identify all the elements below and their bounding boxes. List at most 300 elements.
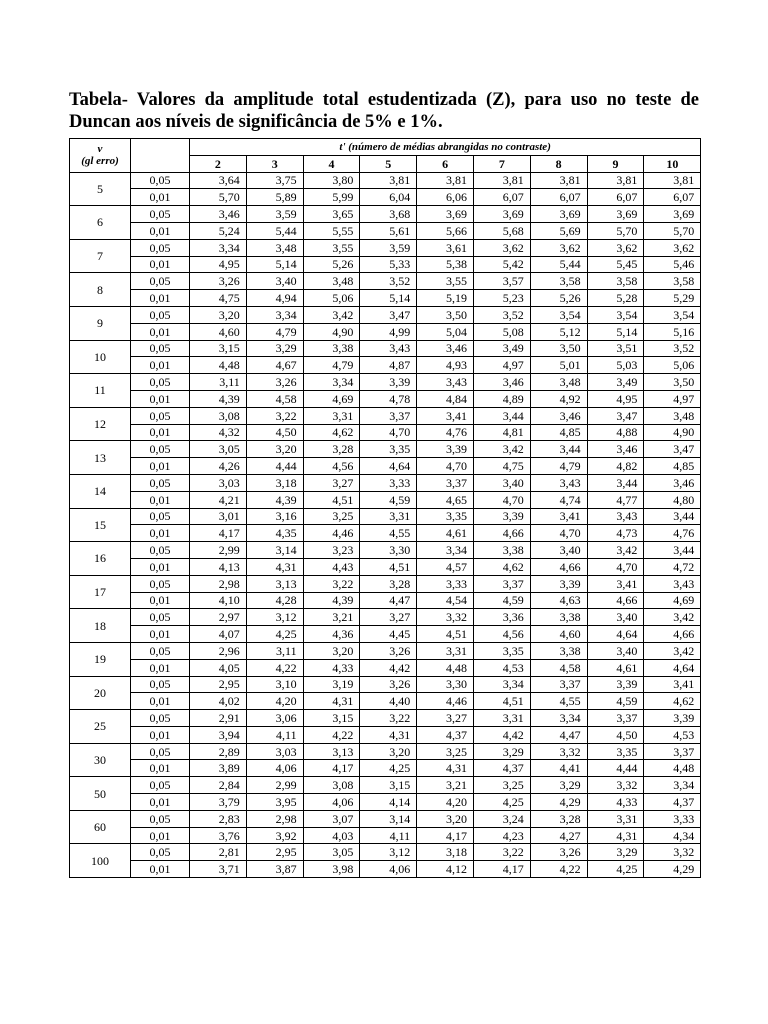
table-row [70, 340, 701, 357]
value-cell: 3,40 [530, 542, 587, 559]
significance-cell: 0,05 [131, 239, 190, 256]
value-cell: 3,62 [587, 239, 644, 256]
table-row [70, 575, 701, 592]
value-cell: 4,94 [246, 290, 303, 307]
value-cell: 4,11 [360, 827, 417, 844]
value-cell: 4,32 [190, 424, 247, 441]
value-cell: 5,26 [530, 290, 587, 307]
value-cell: 6,04 [360, 189, 417, 206]
value-cell: 4,44 [587, 760, 644, 777]
table-row [70, 760, 701, 777]
value-cell: 4,31 [246, 558, 303, 575]
value-cell: 4,39 [190, 390, 247, 407]
significance-cell: 0,01 [131, 357, 190, 374]
value-cell: 5,14 [360, 290, 417, 307]
value-cell: 4,31 [360, 726, 417, 743]
value-cell: 3,28 [530, 810, 587, 827]
value-cell: 3,35 [360, 441, 417, 458]
value-cell: 4,78 [360, 390, 417, 407]
value-cell: 4,70 [417, 458, 474, 475]
df-cell: 17 [70, 575, 131, 609]
value-cell: 4,63 [530, 592, 587, 609]
significance-cell: 0,05 [131, 474, 190, 491]
duncan-table [69, 138, 701, 878]
table-row [70, 390, 701, 407]
value-cell: 4,64 [587, 626, 644, 643]
value-cell: 4,84 [417, 390, 474, 407]
value-cell: 4,22 [246, 659, 303, 676]
df-cell: 8 [70, 273, 131, 307]
value-cell: 3,94 [190, 726, 247, 743]
value-cell: 4,25 [360, 760, 417, 777]
value-cell: 3,34 [417, 542, 474, 559]
df-cell: 14 [70, 474, 131, 508]
value-cell: 3,32 [587, 777, 644, 794]
value-cell: 3,19 [303, 676, 360, 693]
value-cell: 3,31 [473, 710, 530, 727]
significance-cell: 0,01 [131, 760, 190, 777]
value-cell: 3,43 [644, 575, 701, 592]
value-cell: 5,42 [473, 256, 530, 273]
value-cell: 4,87 [360, 357, 417, 374]
value-cell: 5,23 [473, 290, 530, 307]
value-cell: 3,59 [246, 206, 303, 223]
value-cell: 4,70 [360, 424, 417, 441]
significance-cell: 0,01 [131, 726, 190, 743]
table-row [70, 474, 701, 491]
column-header: 10 [644, 155, 701, 172]
table-row [70, 508, 701, 525]
value-cell: 4,48 [417, 659, 474, 676]
significance-cell: 0,05 [131, 172, 190, 189]
value-cell: 3,42 [587, 542, 644, 559]
value-cell: 4,72 [644, 558, 701, 575]
value-cell: 3,14 [360, 810, 417, 827]
value-cell: 4,14 [360, 794, 417, 811]
column-header: 9 [587, 155, 644, 172]
df-cell: 6 [70, 206, 131, 240]
df-cell: 30 [70, 743, 131, 777]
value-cell: 3,49 [587, 374, 644, 391]
value-cell: 4,80 [644, 491, 701, 508]
value-cell: 4,17 [473, 861, 530, 878]
value-cell: 4,75 [190, 290, 247, 307]
value-cell: 3,25 [417, 743, 474, 760]
column-header: 5 [360, 155, 417, 172]
value-cell: 4,95 [190, 256, 247, 273]
table-row [70, 542, 701, 559]
value-cell: 4,59 [473, 592, 530, 609]
significance-cell: 0,01 [131, 861, 190, 878]
value-cell: 3,13 [303, 743, 360, 760]
value-cell: 3,64 [190, 172, 247, 189]
value-cell: 2,95 [246, 844, 303, 861]
value-cell: 2,97 [190, 609, 247, 626]
value-cell: 3,35 [417, 508, 474, 525]
table-row [70, 827, 701, 844]
table-row [70, 407, 701, 424]
value-cell: 3,39 [473, 508, 530, 525]
value-cell: 4,37 [473, 760, 530, 777]
value-cell: 2,84 [190, 777, 247, 794]
value-cell: 3,69 [473, 206, 530, 223]
value-cell: 3,39 [360, 374, 417, 391]
significance-cell: 0,05 [131, 374, 190, 391]
value-cell: 3,22 [246, 407, 303, 424]
value-cell: 3,80 [303, 172, 360, 189]
t-header: t' (número de médias abrangidas no contraste) [190, 139, 701, 156]
value-cell: 4,53 [473, 659, 530, 676]
value-cell: 3,34 [644, 777, 701, 794]
value-cell: 3,39 [417, 441, 474, 458]
value-cell: 3,47 [587, 407, 644, 424]
value-cell: 4,17 [190, 525, 247, 542]
value-cell: 4,11 [246, 726, 303, 743]
value-cell: 3,32 [417, 609, 474, 626]
table-row [70, 844, 701, 861]
value-cell: 2,91 [190, 710, 247, 727]
value-cell: 3,50 [644, 374, 701, 391]
significance-cell: 0,01 [131, 222, 190, 239]
value-cell: 4,69 [644, 592, 701, 609]
value-cell: 5,66 [417, 222, 474, 239]
value-cell: 3,43 [360, 340, 417, 357]
value-cell: 5,69 [530, 222, 587, 239]
value-cell: 3,42 [644, 642, 701, 659]
value-cell: 5,70 [644, 222, 701, 239]
value-cell: 3,40 [587, 609, 644, 626]
value-cell: 4,59 [587, 693, 644, 710]
value-cell: 5,38 [417, 256, 474, 273]
significance-cell: 0,05 [131, 441, 190, 458]
significance-cell: 0,01 [131, 626, 190, 643]
significance-cell: 0,05 [131, 777, 190, 794]
value-cell: 4,25 [246, 626, 303, 643]
value-cell: 3,37 [530, 676, 587, 693]
table-row [70, 222, 701, 239]
value-cell: 3,51 [587, 340, 644, 357]
value-cell: 4,58 [246, 390, 303, 407]
value-cell: 3,38 [303, 340, 360, 357]
table-row [70, 323, 701, 340]
value-cell: 5,01 [530, 357, 587, 374]
value-cell: 4,50 [587, 726, 644, 743]
value-cell: 3,55 [417, 273, 474, 290]
value-cell: 3,95 [246, 794, 303, 811]
table-row [70, 256, 701, 273]
value-cell: 4,43 [303, 558, 360, 575]
v-header [70, 139, 131, 173]
value-cell: 4,92 [530, 390, 587, 407]
value-cell: 2,99 [246, 777, 303, 794]
value-cell: 3,29 [473, 743, 530, 760]
value-cell: 3,40 [246, 273, 303, 290]
value-cell: 3,35 [473, 642, 530, 659]
value-cell: 4,95 [587, 390, 644, 407]
significance-cell: 0,01 [131, 558, 190, 575]
table-row [70, 290, 701, 307]
value-cell: 5,70 [190, 189, 247, 206]
significance-cell: 0,01 [131, 525, 190, 542]
value-cell: 4,25 [587, 861, 644, 878]
df-cell: 5 [70, 172, 131, 206]
table-row [70, 642, 701, 659]
significance-cell: 0,05 [131, 306, 190, 323]
value-cell: 5,29 [644, 290, 701, 307]
value-cell: 3,15 [303, 710, 360, 727]
value-cell: 3,89 [190, 760, 247, 777]
value-cell: 3,81 [360, 172, 417, 189]
value-cell: 4,39 [246, 491, 303, 508]
value-cell: 3,26 [246, 374, 303, 391]
table-row [70, 525, 701, 542]
significance-cell: 0,01 [131, 256, 190, 273]
value-cell: 4,36 [303, 626, 360, 643]
value-cell: 3,40 [587, 642, 644, 659]
df-cell: 60 [70, 810, 131, 844]
value-cell: 4,51 [303, 491, 360, 508]
value-cell: 3,52 [360, 273, 417, 290]
value-cell: 5,12 [530, 323, 587, 340]
value-cell: 5,68 [473, 222, 530, 239]
value-cell: 3,55 [303, 239, 360, 256]
value-cell: 3,34 [246, 306, 303, 323]
value-cell: 4,40 [360, 693, 417, 710]
df-cell: 50 [70, 777, 131, 811]
value-cell: 3,75 [246, 172, 303, 189]
value-cell: 3,47 [644, 441, 701, 458]
value-cell: 4,66 [587, 592, 644, 609]
value-cell: 3,41 [417, 407, 474, 424]
value-cell: 4,07 [190, 626, 247, 643]
value-cell: 2,99 [190, 542, 247, 559]
value-cell: 3,31 [417, 642, 474, 659]
table-row [70, 441, 701, 458]
table-row [70, 626, 701, 643]
value-cell: 2,83 [190, 810, 247, 827]
table-row [70, 676, 701, 693]
value-cell: 3,48 [644, 407, 701, 424]
value-cell: 3,52 [473, 306, 530, 323]
value-cell: 4,67 [246, 357, 303, 374]
value-cell: 4,13 [190, 558, 247, 575]
value-cell: 4,21 [190, 491, 247, 508]
value-cell: 3,20 [190, 306, 247, 323]
value-cell: 3,29 [587, 844, 644, 861]
value-cell: 3,92 [246, 827, 303, 844]
table-row [70, 794, 701, 811]
value-cell: 3,37 [587, 710, 644, 727]
value-cell: 2,95 [190, 676, 247, 693]
value-cell: 4,17 [303, 760, 360, 777]
value-cell: 3,69 [530, 206, 587, 223]
significance-cell: 0,05 [131, 609, 190, 626]
value-cell: 2,98 [190, 575, 247, 592]
value-cell: 3,46 [587, 441, 644, 458]
column-header: 3 [246, 155, 303, 172]
significance-cell: 0,01 [131, 390, 190, 407]
significance-cell: 0,01 [131, 458, 190, 475]
value-cell: 4,51 [473, 693, 530, 710]
value-cell: 3,27 [303, 474, 360, 491]
value-cell: 3,26 [360, 642, 417, 659]
value-cell: 3,26 [190, 273, 247, 290]
value-cell: 3,30 [417, 676, 474, 693]
value-cell: 3,43 [587, 508, 644, 525]
value-cell: 3,44 [473, 407, 530, 424]
table-row [70, 357, 701, 374]
value-cell: 5,44 [530, 256, 587, 273]
value-cell: 5,03 [587, 357, 644, 374]
value-cell: 3,20 [360, 743, 417, 760]
value-cell: 5,28 [587, 290, 644, 307]
df-cell: 13 [70, 441, 131, 475]
value-cell: 3,06 [246, 710, 303, 727]
value-cell: 6,07 [473, 189, 530, 206]
value-cell: 3,10 [246, 676, 303, 693]
significance-cell: 0,05 [131, 642, 190, 659]
value-cell: 3,46 [190, 206, 247, 223]
value-cell: 3,38 [473, 542, 530, 559]
table-row [70, 659, 701, 676]
value-cell: 3,34 [190, 239, 247, 256]
value-cell: 4,97 [473, 357, 530, 374]
value-cell: 5,19 [417, 290, 474, 307]
significance-cell: 0,05 [131, 273, 190, 290]
value-cell: 3,31 [587, 810, 644, 827]
value-cell: 3,05 [190, 441, 247, 458]
table-row [70, 558, 701, 575]
value-cell: 5,06 [644, 357, 701, 374]
value-cell: 4,35 [246, 525, 303, 542]
value-cell: 3,27 [417, 710, 474, 727]
value-cell: 5,24 [190, 222, 247, 239]
value-cell: 3,69 [417, 206, 474, 223]
value-cell: 4,66 [473, 525, 530, 542]
value-cell: 4,20 [417, 794, 474, 811]
value-cell: 3,87 [246, 861, 303, 878]
value-cell: 3,39 [587, 676, 644, 693]
value-cell: 3,22 [473, 844, 530, 861]
value-cell: 3,27 [360, 609, 417, 626]
value-cell: 4,76 [644, 525, 701, 542]
value-cell: 4,79 [246, 323, 303, 340]
value-cell: 3,50 [530, 340, 587, 357]
value-cell: 4,29 [644, 861, 701, 878]
value-cell: 3,81 [473, 172, 530, 189]
value-cell: 4,46 [303, 525, 360, 542]
value-cell: 4,27 [530, 827, 587, 844]
value-cell: 3,79 [190, 794, 247, 811]
value-cell: 6,07 [530, 189, 587, 206]
value-cell: 4,50 [246, 424, 303, 441]
value-cell: 3,18 [417, 844, 474, 861]
value-cell: 4,90 [303, 323, 360, 340]
table-row [70, 609, 701, 626]
value-cell: 3,40 [473, 474, 530, 491]
value-cell: 4,06 [246, 760, 303, 777]
value-cell: 4,93 [417, 357, 474, 374]
value-cell: 3,21 [417, 777, 474, 794]
value-cell: 5,06 [303, 290, 360, 307]
value-cell: 3,71 [190, 861, 247, 878]
significance-cell: 0,05 [131, 743, 190, 760]
value-cell: 3,03 [246, 743, 303, 760]
value-cell: 3,32 [530, 743, 587, 760]
value-cell: 3,22 [360, 710, 417, 727]
value-cell: 3,46 [473, 374, 530, 391]
table-row [70, 374, 701, 391]
value-cell: 3,03 [190, 474, 247, 491]
value-cell: 3,50 [417, 306, 474, 323]
df-cell: 20 [70, 676, 131, 710]
value-cell: 3,46 [530, 407, 587, 424]
value-cell: 3,23 [303, 542, 360, 559]
value-cell: 4,31 [417, 760, 474, 777]
value-cell: 3,52 [644, 340, 701, 357]
value-cell: 4,81 [473, 424, 530, 441]
significance-cell: 0,01 [131, 592, 190, 609]
value-cell: 5,44 [246, 222, 303, 239]
value-cell: 3,26 [530, 844, 587, 861]
value-cell: 3,58 [644, 273, 701, 290]
value-cell: 3,48 [530, 374, 587, 391]
value-cell: 3,13 [246, 575, 303, 592]
value-cell: 3,07 [303, 810, 360, 827]
value-cell: 3,43 [417, 374, 474, 391]
value-cell: 4,65 [417, 491, 474, 508]
value-cell: 3,37 [473, 575, 530, 592]
value-cell: 4,58 [530, 659, 587, 676]
value-cell: 3,11 [246, 642, 303, 659]
table-row [70, 458, 701, 475]
value-cell: 4,55 [360, 525, 417, 542]
value-cell: 3,54 [644, 306, 701, 323]
value-cell: 3,54 [530, 306, 587, 323]
value-cell: 3,38 [530, 609, 587, 626]
value-cell: 5,89 [246, 189, 303, 206]
value-cell: 3,76 [190, 827, 247, 844]
value-cell: 5,70 [587, 222, 644, 239]
table-row [70, 861, 701, 878]
value-cell: 4,37 [417, 726, 474, 743]
value-cell: 4,31 [303, 693, 360, 710]
value-cell: 3,44 [644, 508, 701, 525]
value-cell: 4,55 [530, 693, 587, 710]
value-cell: 4,26 [190, 458, 247, 475]
value-cell: 4,77 [587, 491, 644, 508]
value-cell: 5,46 [644, 256, 701, 273]
table-row [70, 777, 701, 794]
column-header: 2 [190, 155, 247, 172]
value-cell: 3,59 [360, 239, 417, 256]
value-cell: 3,29 [246, 340, 303, 357]
value-cell: 4,74 [530, 491, 587, 508]
value-cell: 4,22 [530, 861, 587, 878]
value-cell: 3,65 [303, 206, 360, 223]
value-cell: 4,47 [360, 592, 417, 609]
df-cell: 15 [70, 508, 131, 542]
value-cell: 3,68 [360, 206, 417, 223]
value-cell: 4,73 [587, 525, 644, 542]
value-cell: 3,33 [644, 810, 701, 827]
significance-cell: 0,05 [131, 508, 190, 525]
value-cell: 3,08 [190, 407, 247, 424]
column-header: 8 [530, 155, 587, 172]
value-cell: 3,36 [473, 609, 530, 626]
significance-cell: 0,05 [131, 810, 190, 827]
value-cell: 4,66 [530, 558, 587, 575]
